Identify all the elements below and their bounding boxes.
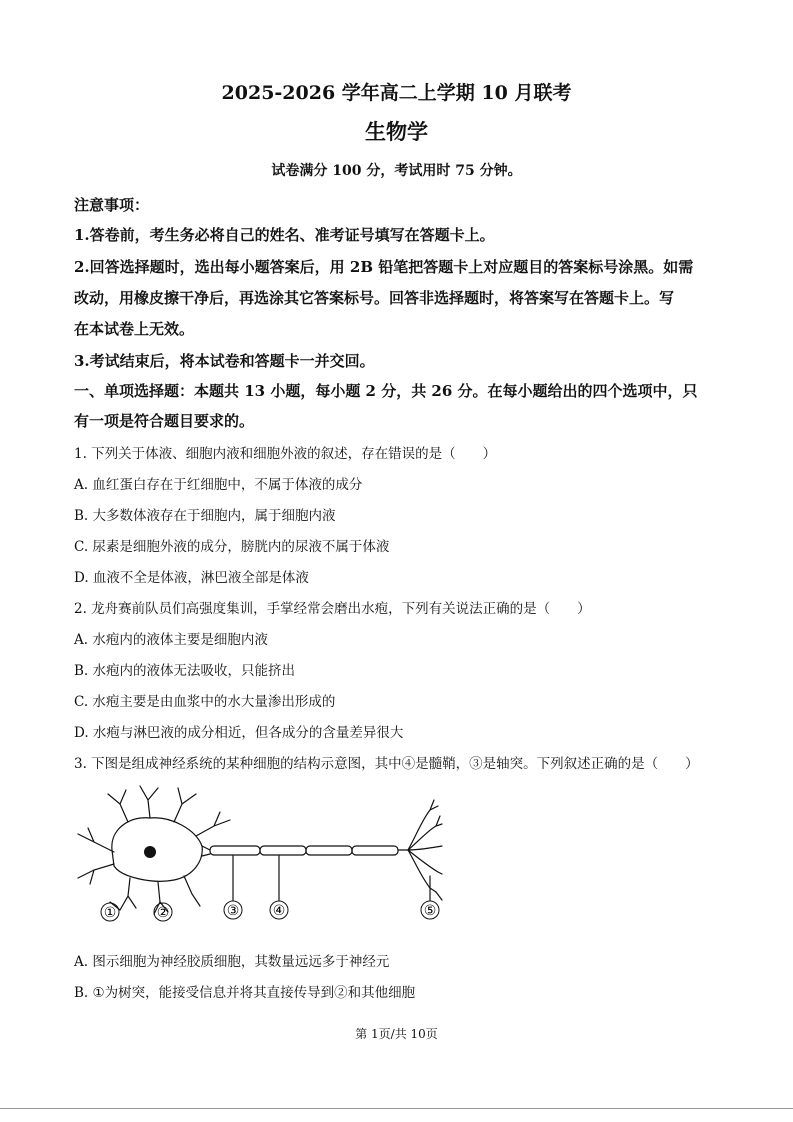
notice-heading: 注意事项： [74,196,150,214]
q2-option-a: A. 水疱内的液体主要是细胞内液 [74,632,268,648]
label-4: ④ [272,903,286,919]
q1-stem: 1. 下列关于体液、细胞内液和细胞外液的叙述，存在错误的是（ ） [74,446,497,462]
notice-item-3: 3.考试结束后，将本试卷和答题卡一并交回。 [74,352,375,370]
notice-item-2-line-3: 在本试卷上无效。 [74,320,195,338]
q3-option-b: B. ①为树突，能接受信息并将其直接传导到②和其他细胞 [74,985,416,1001]
q1-option-b: B. 大多数体液存在于细胞内，属于细胞内液 [74,508,336,524]
notice-item-2-line-2: 改动，用橡皮擦干净后，再选涂其它答案标号。回答非选择题时，将答案写在答题卡上。写 [74,289,675,307]
label-1: ① [103,905,117,921]
q3-option-a: A. 图示细胞为神经胶质细胞，其数量远远多于神经元 [74,954,390,970]
cell-nucleus [144,846,156,858]
neuron-outline [78,786,442,914]
q2-option-b: B. 水疱内的液体无法吸收，只能挤出 [74,663,296,679]
q1-option-a: A. 血红蛋白存在于红细胞中，不属于体液的成分 [74,477,363,493]
section-heading-line-2: 有一项是符合题目要求的。 [74,412,255,430]
q2-option-d: D. 水疱与淋巴液的成分相近，但各成分的含量差异很大 [74,725,404,741]
q1-option-c: C. 尿素是细胞外液的成分，膀胱内的尿液不属于体液 [74,539,390,555]
notice-item-1: 1.答卷前，考生务必将自己的姓名、准考证号填写在答题卡上。 [74,226,495,244]
neuron-diagram [70,780,450,930]
section-heading-line-1: 一、单项选择题：本题共 13 小题，每小题 2 分，共 26 分。在每小题给出的四个选项中，只 [74,382,698,400]
label-3: ③ [226,903,240,919]
q1-option-d: D. 血液不全是体液，淋巴液全部是体液 [74,570,309,586]
subject-title: 生物学 [365,119,428,144]
label-2: ② [156,905,170,921]
page-bottom-divider [0,1108,793,1109]
label-5: ⑤ [423,903,437,919]
q3-stem: 3. 下图是组成神经系统的某种细胞的结构示意图，其中④是髓鞘，③是轴突。下列叙述正确的是（ ） [74,756,699,772]
page-number: 第 1页/共 10页 [355,1027,438,1041]
q2-option-c: C. 水疱主要是由血浆中的水大量渗出形成的 [74,694,336,710]
exam-meta: 试卷满分 100 分，考试用时 75 分钟。 [271,163,522,179]
exam-title: 2025-2026 学年高二上学期 10 月联考 [221,82,572,104]
q2-stem: 2. 龙舟赛前队员们高强度集训，手掌经常会磨出水疱，下列有关说法正确的是（ ） [74,601,591,617]
notice-item-2-line-1: 2.回答选择题时，选出每小题答案后，用 2B 铅笔把答题卡上对应题目的答案标号涂黑。如需 [74,258,694,276]
